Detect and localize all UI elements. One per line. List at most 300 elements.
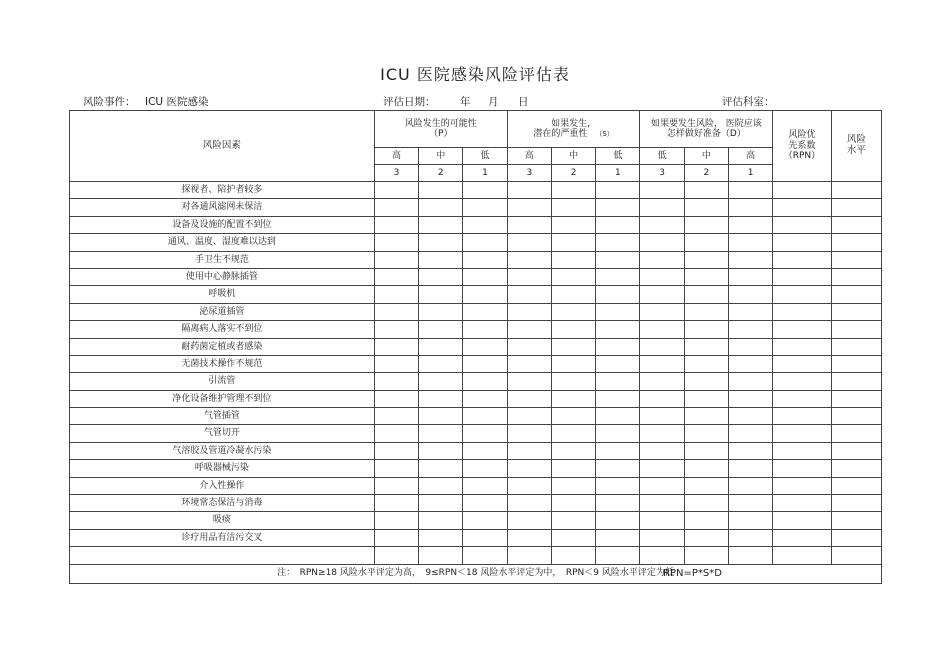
score-cell[interactable] <box>773 182 831 199</box>
risk-factor-label: 无菌技术操作不规范 <box>70 355 375 372</box>
score-cell[interactable] <box>596 268 640 285</box>
score-cell[interactable] <box>640 442 684 459</box>
score-cell[interactable] <box>463 234 507 251</box>
score-cell[interactable] <box>374 390 418 407</box>
score-cell[interactable] <box>684 234 728 251</box>
score-cell[interactable] <box>729 234 773 251</box>
score-cell[interactable] <box>463 268 507 285</box>
score-cell[interactable] <box>419 390 463 407</box>
score-cell[interactable] <box>419 529 463 546</box>
score-cell[interactable] <box>507 529 551 546</box>
score-cell[interactable] <box>374 182 418 199</box>
score-cell[interactable] <box>831 355 881 372</box>
table-row <box>70 234 882 251</box>
score-cell[interactable] <box>551 460 595 477</box>
s-score-1: 1 <box>596 165 640 182</box>
score-cell[interactable] <box>831 338 881 355</box>
score-cell[interactable] <box>507 477 551 494</box>
score-cell[interactable] <box>463 547 507 564</box>
score-cell[interactable] <box>773 251 831 268</box>
score-cell[interactable] <box>596 408 640 425</box>
score-cell[interactable] <box>507 234 551 251</box>
score-cell[interactable] <box>640 251 684 268</box>
score-cell[interactable] <box>551 425 595 442</box>
risk-factor-label: 设备及设施的配置不到位 <box>70 216 375 233</box>
score-cell[interactable] <box>374 460 418 477</box>
score-cell[interactable] <box>551 251 595 268</box>
score-cell[interactable] <box>463 373 507 390</box>
score-cell[interactable] <box>551 442 595 459</box>
score-cell[interactable] <box>684 495 728 512</box>
s-level-low: 低 <box>596 148 640 165</box>
score-cell[interactable] <box>684 182 728 199</box>
score-cell[interactable] <box>684 321 728 338</box>
score-cell[interactable] <box>374 321 418 338</box>
score-cell[interactable] <box>463 529 507 546</box>
score-cell[interactable] <box>684 268 728 285</box>
score-cell[interactable] <box>507 199 551 216</box>
score-cell[interactable] <box>640 460 684 477</box>
risk-factor-label: 诊疗用品有洁污交叉 <box>70 529 375 546</box>
score-cell[interactable] <box>463 199 507 216</box>
score-cell[interactable] <box>684 529 728 546</box>
score-cell[interactable] <box>374 547 418 564</box>
event-value: ICU 医院感染 <box>145 96 209 108</box>
s-level-mid: 中 <box>551 148 595 165</box>
score-cell[interactable] <box>419 234 463 251</box>
score-cell[interactable] <box>684 373 728 390</box>
score-cell[interactable] <box>596 547 640 564</box>
score-cell[interactable] <box>831 251 881 268</box>
score-cell[interactable] <box>773 286 831 303</box>
score-cell[interactable] <box>551 286 595 303</box>
score-cell[interactable] <box>684 547 728 564</box>
score-cell[interactable] <box>729 547 773 564</box>
table-row <box>70 199 882 216</box>
score-cell[interactable] <box>463 303 507 320</box>
score-cell[interactable] <box>507 408 551 425</box>
score-cell[interactable] <box>640 182 684 199</box>
score-cell[interactable] <box>551 234 595 251</box>
score-cell[interactable] <box>831 199 881 216</box>
score-cell[interactable] <box>773 460 831 477</box>
score-cell[interactable] <box>640 390 684 407</box>
score-cell[interactable] <box>596 338 640 355</box>
score-cell[interactable] <box>729 268 773 285</box>
score-cell[interactable] <box>551 512 595 529</box>
rpn-header-line2: 先系数 <box>788 140 816 151</box>
score-cell[interactable] <box>831 408 881 425</box>
score-cell[interactable] <box>773 234 831 251</box>
score-cell[interactable] <box>640 425 684 442</box>
p-score-2: 2 <box>419 165 463 182</box>
score-cell[interactable] <box>374 495 418 512</box>
d-header-line2: 怎样做好准备（D） <box>666 129 746 139</box>
score-cell[interactable] <box>773 338 831 355</box>
score-cell[interactable] <box>507 495 551 512</box>
score-cell[interactable] <box>684 512 728 529</box>
score-cell[interactable] <box>831 460 881 477</box>
score-cell[interactable] <box>419 425 463 442</box>
score-cell[interactable] <box>640 234 684 251</box>
score-cell[interactable] <box>463 442 507 459</box>
score-cell[interactable] <box>831 182 881 199</box>
date-year: 年 <box>460 96 471 108</box>
score-cell[interactable] <box>773 321 831 338</box>
score-cell[interactable] <box>419 303 463 320</box>
score-cell[interactable] <box>507 512 551 529</box>
d-level-high: 高 <box>729 148 773 165</box>
score-cell[interactable] <box>729 216 773 233</box>
table-row <box>70 529 882 546</box>
score-cell[interactable] <box>831 512 881 529</box>
score-cell[interactable] <box>507 268 551 285</box>
table-row <box>70 373 882 390</box>
score-cell[interactable] <box>551 495 595 512</box>
score-cell[interactable] <box>640 303 684 320</box>
risk-factor-label <box>70 547 375 564</box>
score-cell[interactable] <box>729 425 773 442</box>
score-cell[interactable] <box>463 495 507 512</box>
score-cell[interactable] <box>507 460 551 477</box>
table-row <box>70 442 882 459</box>
score-cell[interactable] <box>684 390 728 407</box>
score-cell[interactable] <box>463 321 507 338</box>
score-cell[interactable] <box>419 547 463 564</box>
score-cell[interactable] <box>640 355 684 372</box>
score-cell[interactable] <box>374 216 418 233</box>
rpn-note: 注： RPN≥18 风险水平评定为高， 9≤RPN＜18 风险水平评定为中， RPN＜9 风险水平评定为低 <box>277 568 674 579</box>
score-cell[interactable] <box>831 477 881 494</box>
score-cell[interactable] <box>551 390 595 407</box>
dept-label: 评估科室： <box>722 96 775 108</box>
score-cell[interactable] <box>729 408 773 425</box>
score-cell[interactable] <box>551 373 595 390</box>
score-cell[interactable] <box>684 355 728 372</box>
score-cell[interactable] <box>419 512 463 529</box>
score-cell[interactable] <box>729 286 773 303</box>
score-cell[interactable] <box>640 338 684 355</box>
score-cell[interactable] <box>773 303 831 320</box>
score-cell[interactable] <box>463 460 507 477</box>
score-cell[interactable] <box>729 495 773 512</box>
p-header-line2: （P） <box>429 129 453 139</box>
score-cell[interactable] <box>551 199 595 216</box>
score-cell[interactable] <box>507 547 551 564</box>
score-cell[interactable] <box>773 216 831 233</box>
table-row <box>70 425 882 442</box>
date-day: 日 <box>518 96 529 108</box>
score-cell[interactable] <box>831 529 881 546</box>
score-cell[interactable] <box>831 547 881 564</box>
score-cell[interactable] <box>729 529 773 546</box>
score-cell[interactable] <box>374 234 418 251</box>
score-cell[interactable] <box>640 408 684 425</box>
rpn-header-line1: 风险优 <box>788 130 816 141</box>
risk-assessment-table <box>69 110 882 584</box>
score-cell[interactable] <box>551 338 595 355</box>
score-cell[interactable] <box>507 373 551 390</box>
score-cell[interactable] <box>640 268 684 285</box>
event-label: 风险事件： <box>83 96 136 108</box>
table-row <box>70 408 882 425</box>
score-cell[interactable] <box>773 547 831 564</box>
score-cell[interactable] <box>684 477 728 494</box>
score-cell[interactable] <box>374 373 418 390</box>
score-cell[interactable] <box>831 303 881 320</box>
score-cell[interactable] <box>419 477 463 494</box>
score-cell[interactable] <box>463 390 507 407</box>
score-cell[interactable] <box>551 321 595 338</box>
score-cell[interactable] <box>729 373 773 390</box>
score-cell[interactable] <box>419 199 463 216</box>
score-cell[interactable] <box>831 268 881 285</box>
score-cell[interactable] <box>729 442 773 459</box>
score-cell[interactable] <box>729 338 773 355</box>
score-cell[interactable] <box>640 529 684 546</box>
table-row <box>70 547 882 564</box>
score-cell[interactable] <box>419 251 463 268</box>
score-cell[interactable] <box>463 182 507 199</box>
score-cell[interactable] <box>831 321 881 338</box>
score-cell[interactable] <box>507 390 551 407</box>
score-cell[interactable] <box>596 303 640 320</box>
score-cell[interactable] <box>831 373 881 390</box>
score-cell[interactable] <box>507 355 551 372</box>
score-cell[interactable] <box>596 477 640 494</box>
score-cell[interactable] <box>507 321 551 338</box>
score-cell[interactable] <box>729 199 773 216</box>
score-cell[interactable] <box>773 408 831 425</box>
score-cell[interactable] <box>596 529 640 546</box>
table-row <box>70 390 882 407</box>
score-cell[interactable] <box>551 529 595 546</box>
score-cell[interactable] <box>374 268 418 285</box>
score-cell[interactable] <box>640 373 684 390</box>
risk-factor-label: 气溶胶及管道冷凝水污染 <box>70 442 375 459</box>
score-cell[interactable] <box>596 216 640 233</box>
risk-factor-label: 通风、温度、湿度难以达到 <box>70 234 375 251</box>
score-cell[interactable] <box>507 303 551 320</box>
score-cell[interactable] <box>463 216 507 233</box>
risk-factor-label: 呼吸机 <box>70 286 375 303</box>
score-cell[interactable] <box>684 286 728 303</box>
score-cell[interactable] <box>729 460 773 477</box>
score-cell[interactable] <box>419 268 463 285</box>
level-header <box>831 111 881 182</box>
score-cell[interactable] <box>684 338 728 355</box>
score-cell[interactable] <box>551 355 595 372</box>
rpn-formula: RPN=P*S*D <box>663 567 722 579</box>
table-row <box>70 216 882 233</box>
score-cell[interactable] <box>374 477 418 494</box>
score-cell[interactable] <box>463 338 507 355</box>
score-cell[interactable] <box>831 216 881 233</box>
score-cell[interactable] <box>640 547 684 564</box>
score-cell[interactable] <box>463 408 507 425</box>
score-cell[interactable] <box>596 460 640 477</box>
table-row <box>70 338 882 355</box>
score-cell[interactable] <box>551 408 595 425</box>
score-cell[interactable] <box>596 425 640 442</box>
score-cell[interactable] <box>551 268 595 285</box>
score-cell[interactable] <box>684 425 728 442</box>
score-cell[interactable] <box>640 286 684 303</box>
score-cell[interactable] <box>419 286 463 303</box>
score-cell[interactable] <box>596 512 640 529</box>
score-cell[interactable] <box>684 408 728 425</box>
score-cell[interactable] <box>729 512 773 529</box>
score-cell[interactable] <box>507 182 551 199</box>
score-cell[interactable] <box>419 373 463 390</box>
score-cell[interactable] <box>640 199 684 216</box>
score-cell[interactable] <box>684 442 728 459</box>
score-cell[interactable] <box>551 216 595 233</box>
score-cell[interactable] <box>551 182 595 199</box>
score-cell[interactable] <box>773 495 831 512</box>
s-header <box>507 111 640 148</box>
table-row <box>70 286 882 303</box>
score-cell[interactable] <box>831 234 881 251</box>
score-cell[interactable] <box>419 216 463 233</box>
s-score-2: 2 <box>551 165 595 182</box>
score-cell[interactable] <box>596 495 640 512</box>
score-cell[interactable] <box>419 408 463 425</box>
score-cell[interactable] <box>463 355 507 372</box>
risk-factor-label: 引流管 <box>70 373 375 390</box>
score-cell[interactable] <box>773 199 831 216</box>
score-cell[interactable] <box>831 442 881 459</box>
score-cell[interactable] <box>551 303 595 320</box>
score-cell[interactable] <box>551 547 595 564</box>
score-cell[interactable] <box>684 199 728 216</box>
score-cell[interactable] <box>374 425 418 442</box>
score-cell[interactable] <box>596 251 640 268</box>
score-cell[interactable] <box>419 495 463 512</box>
d-score-2: 2 <box>684 165 728 182</box>
score-cell[interactable] <box>507 216 551 233</box>
table-row <box>70 355 882 372</box>
score-cell[interactable] <box>507 286 551 303</box>
score-cell[interactable] <box>374 338 418 355</box>
score-cell[interactable] <box>507 338 551 355</box>
score-cell[interactable] <box>831 425 881 442</box>
score-cell[interactable] <box>640 216 684 233</box>
p-level-high: 高 <box>374 148 418 165</box>
score-cell[interactable] <box>831 495 881 512</box>
table-row <box>70 268 882 285</box>
p-level-low: 低 <box>463 148 507 165</box>
score-cell[interactable] <box>596 286 640 303</box>
score-cell[interactable] <box>684 251 728 268</box>
score-cell[interactable] <box>374 286 418 303</box>
score-cell[interactable] <box>374 512 418 529</box>
score-cell[interactable] <box>596 442 640 459</box>
score-cell[interactable] <box>507 425 551 442</box>
s-level-high: 高 <box>507 148 551 165</box>
score-cell[interactable] <box>419 460 463 477</box>
score-cell[interactable] <box>773 442 831 459</box>
score-cell[interactable] <box>773 477 831 494</box>
score-cell[interactable] <box>831 390 881 407</box>
score-cell[interactable] <box>507 251 551 268</box>
score-cell[interactable] <box>596 321 640 338</box>
score-cell[interactable] <box>374 355 418 372</box>
score-cell[interactable] <box>419 338 463 355</box>
factor-header <box>70 111 375 182</box>
score-cell[interactable] <box>640 495 684 512</box>
score-cell[interactable] <box>419 355 463 372</box>
score-cell[interactable] <box>596 182 640 199</box>
score-cell[interactable] <box>684 303 728 320</box>
risk-factor-label: 耐药菌定植或者感染 <box>70 338 375 355</box>
score-cell[interactable] <box>640 512 684 529</box>
score-cell[interactable] <box>374 408 418 425</box>
score-cell[interactable] <box>374 442 418 459</box>
score-cell[interactable] <box>374 529 418 546</box>
rpn-header-line3: （RPN） <box>783 151 821 162</box>
score-cell[interactable] <box>463 251 507 268</box>
score-cell[interactable] <box>419 442 463 459</box>
p-level-mid: 中 <box>419 148 463 165</box>
s-header-code: （S） <box>595 130 614 138</box>
score-cell[interactable] <box>419 182 463 199</box>
score-cell[interactable] <box>463 477 507 494</box>
score-cell[interactable] <box>374 303 418 320</box>
score-cell[interactable] <box>729 251 773 268</box>
score-cell[interactable] <box>773 390 831 407</box>
d-level-low: 低 <box>640 148 684 165</box>
table-row <box>70 321 882 338</box>
score-cell[interactable] <box>374 199 418 216</box>
score-cell[interactable] <box>684 460 728 477</box>
score-cell[interactable] <box>507 442 551 459</box>
score-cell[interactable] <box>729 303 773 320</box>
score-cell[interactable] <box>729 390 773 407</box>
score-cell[interactable] <box>773 425 831 442</box>
score-cell[interactable] <box>729 355 773 372</box>
date-label: 评估日期： <box>383 96 436 108</box>
score-cell[interactable] <box>729 321 773 338</box>
score-cell[interactable] <box>773 529 831 546</box>
score-cell[interactable] <box>596 390 640 407</box>
score-cell[interactable] <box>551 477 595 494</box>
score-cell[interactable] <box>773 373 831 390</box>
score-cell[interactable] <box>463 286 507 303</box>
score-cell[interactable] <box>596 234 640 251</box>
score-cell[interactable] <box>773 355 831 372</box>
score-cell[interactable] <box>419 321 463 338</box>
risk-factor-label: 气管切开 <box>70 425 375 442</box>
score-cell[interactable] <box>596 199 640 216</box>
score-cell[interactable] <box>684 216 728 233</box>
score-cell[interactable] <box>773 268 831 285</box>
level-header-line1: 风险 <box>846 134 866 146</box>
score-cell[interactable] <box>463 425 507 442</box>
risk-factor-label: 吸痰 <box>70 512 375 529</box>
score-cell[interactable] <box>729 182 773 199</box>
risk-factor-label: 呼吸器械污染 <box>70 460 375 477</box>
score-cell[interactable] <box>596 373 640 390</box>
score-cell[interactable] <box>729 477 773 494</box>
score-cell[interactable] <box>773 512 831 529</box>
score-cell[interactable] <box>463 512 507 529</box>
score-cell[interactable] <box>831 286 881 303</box>
score-cell[interactable] <box>640 321 684 338</box>
score-cell[interactable] <box>640 477 684 494</box>
score-cell[interactable] <box>596 355 640 372</box>
score-cell[interactable] <box>374 251 418 268</box>
